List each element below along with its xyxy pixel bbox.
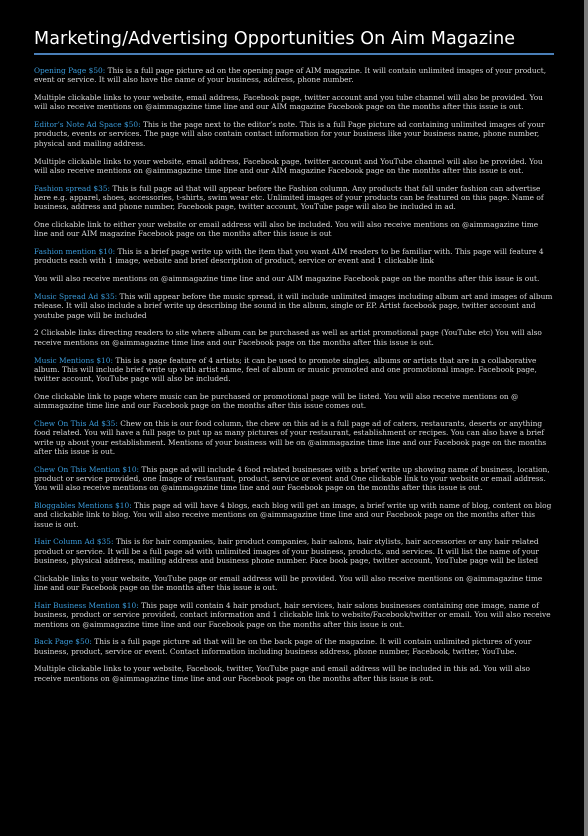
section-label: Hair Column Ad $35: [34, 537, 114, 547]
section-paragraph [34, 637, 554, 656]
section-text: This is the page next to the editor’s note. This is a full Page picture ad containing unlimited images of your products, events or services. The page will also contain contact information for your business like your business name, phone number, physical and mailing address. [34, 120, 545, 148]
section-label: Hair Business Mention $10: [34, 600, 139, 610]
section-extra: One clickable link to page where music can be purchased or promotional page will be listed. You will also receive mentions on @ aimmagazine time line and our Facebook page on the months after this issue comes out. [34, 391, 519, 411]
section-back-page [34, 637, 554, 683]
page-edge-divider [584, 0, 588, 836]
page-title: Marketing/Advertising Opportunities On Aim Magazine [34, 28, 554, 55]
section-fashion-spread [34, 184, 554, 239]
section-label: Chew On This Ad $35: [34, 419, 118, 429]
section-paragraph [34, 247, 554, 266]
section-extra: Multiple clickable links to your website, Facebook, twitter, YouTube page and email address will be included in this ad. You will also receive mentions on @aimmagazine time line and our Facebook page on the months after this issue is out. [34, 664, 530, 683]
section-extra: Multiple clickable links to your website, email address, Facebook page, twitter account and you tube channel will also be provided. You will also receive mentions on @aimmagazine time line and our AIM magazine Facebook page on the months after this issue is out. [34, 93, 543, 112]
section-editors-note [34, 120, 554, 175]
section-paragraph [34, 120, 554, 148]
section-text: This is a full page picture ad that will be on the back page of the magazine. It will contain unlimited pictures of your business, product, service or event. Contact information including business address, phone number, Facebook, twitter, YouTube. [34, 637, 532, 656]
section-paragraph [34, 465, 554, 493]
section-text: This page ad will have 4 blogs, each blog will get an image, a brief write up with name of blog, content on blog and clickable link to blog. You will also receive mentions on @aimmagazine time line and our Facebook page on the months after this issue is out. [34, 501, 552, 529]
section-paragraph [34, 537, 554, 565]
section-paragraph [34, 356, 554, 384]
ad-sections [34, 66, 554, 683]
section-music-spread [34, 292, 554, 347]
section-extra: Clickable links to your website, YouTube page or email address will be provided. You will also receive mentions on @aimmagazine time line and our Facebook page on the months after this issue is out. [34, 573, 543, 593]
section-text: This will appear before the music spread, it will include unlimited images including album art and images of album release. It will also include a brief write up describing the sound in the album, single or EP. Artist facebook page, twitter account and youtube page will be included [34, 292, 553, 320]
section-text: This is full page ad that will appear before the Fashion column. Any products that fall under fashion can advertise here e.g. apparel, shoes, accessories, t-shirts, swim wear etc. Unlimited images of your products can be featured on this page. Name of business, address and phone number, Facebook page, twitter account, YouTube page will also be included in ad. [34, 183, 544, 212]
section-paragraph [34, 184, 554, 212]
section-extra: Multiple clickable links to your website, email address, Facebook page, twitter account and YouTube channel will also be provided. You will also receive mentions on @aimmagazine time line and our AIM magazine Facebook page on the months after this issue is out. [34, 156, 543, 175]
section-music-mentions [34, 356, 554, 411]
section-text: This is a brief page write up with the item that you want AIM readers to be familiar with. This page will feature 4 products each with 1 image, website and brief description of product, service or event and 1 clickable link [34, 247, 544, 266]
section-label: Fashion spread $35: [34, 183, 111, 193]
section-paragraph [34, 601, 554, 629]
section-text: This is for hair companies, hair product companies, hair salons, hair stylists, hair accessories or any hair related product or service. It will be a full page ad with unlimited images of your business, products, and services. It will list the name of your business, physical address, mailing address and business phone number. Face book page, twitter account, YouTube page will be listed [34, 537, 539, 566]
section-label: Bloggables Mentions $10: [34, 501, 132, 511]
section-label: Music Mentions $10: [34, 355, 113, 365]
section-paragraph [34, 66, 554, 85]
section-text: This is a page feature of 4 artists; it can be used to promote singles, albums or artists that are in a collaborative album. This will include brief write up with artist name, feel of album or music promoted and one promotional image. Facebook page, twitter account, YouTube page will also be included. [34, 355, 537, 384]
section-hair-business-mention [34, 601, 554, 629]
section-bloggables-mentions [34, 501, 554, 529]
section-label: Music Spread Ad $35: [34, 292, 118, 302]
section-text: This is a full page picture ad on the opening page of AIM magazine. It will contain unlimited images of your product, event or service. It will also have the name of your business, address, phone number. [34, 66, 547, 85]
section-text: This page will contain 4 hair product, hair services, hair salons businesses containing one image, name of business, product or service provided, contact information and 1 clickable link to website/Facebook/twitter or email. You will also receive mentions on @aimmagazine time line and our Facebook page on the months after this issue is out. [34, 600, 551, 629]
section-paragraph [34, 419, 554, 456]
section-paragraph [34, 292, 554, 320]
section-text: This page ad will include 4 food related businesses with a brief write up showing name of business, location, product or service provided, one Image of restaurant, product, service or event and One clickable link to your website or email address. You will also receive mentions on @aimmagazine time line and our Facebook page on the months after this issue is out. [34, 464, 550, 493]
section-hair-column-ad [34, 537, 554, 592]
section-label: Chew On This Mention $10: [34, 464, 140, 474]
section-label: Back Page $50: [34, 637, 92, 647]
section-extra: You will also receive mentions on @aimmagazine time line and our AIM magazine Facebook page on the months after this issue is out. [34, 274, 540, 284]
section-label: Editor’s Note Ad Space $50: [34, 120, 141, 130]
section-chew-on-this-ad [34, 419, 554, 456]
section-label: Opening Page $50: [34, 66, 106, 75]
section-extra: One clickable link to either your website or email address will also be included. You will also receive mentions on @aimmagazine time line and our AIM magazine Facebook page on the months after this issue is out [34, 220, 539, 239]
section-opening-page [34, 66, 554, 112]
section-label: Fashion mention $10: [34, 247, 116, 257]
section-chew-on-this-mention [34, 465, 554, 493]
section-text: Chew on this is our food column, the chew on this ad is a full page ad of caters, restaurants, deserts or anything food related. You will have a full page to put up as many pictures of your restaurant, establishment or recipes. You can also have a brief write up about your establishment. Mentions of your business will be on @aimmagazine time line and our Facebook page on the months after this issue is out. [34, 419, 547, 456]
section-paragraph [34, 501, 554, 529]
section-extra: 2 Clickable links directing readers to site where album can be purchased as well as artist promotional page (YouTube etc) You will also receive mentions on @aimmagazine time line and our Facebook page on the months after this issue is out. [34, 328, 542, 347]
section-fashion-mention [34, 247, 554, 283]
